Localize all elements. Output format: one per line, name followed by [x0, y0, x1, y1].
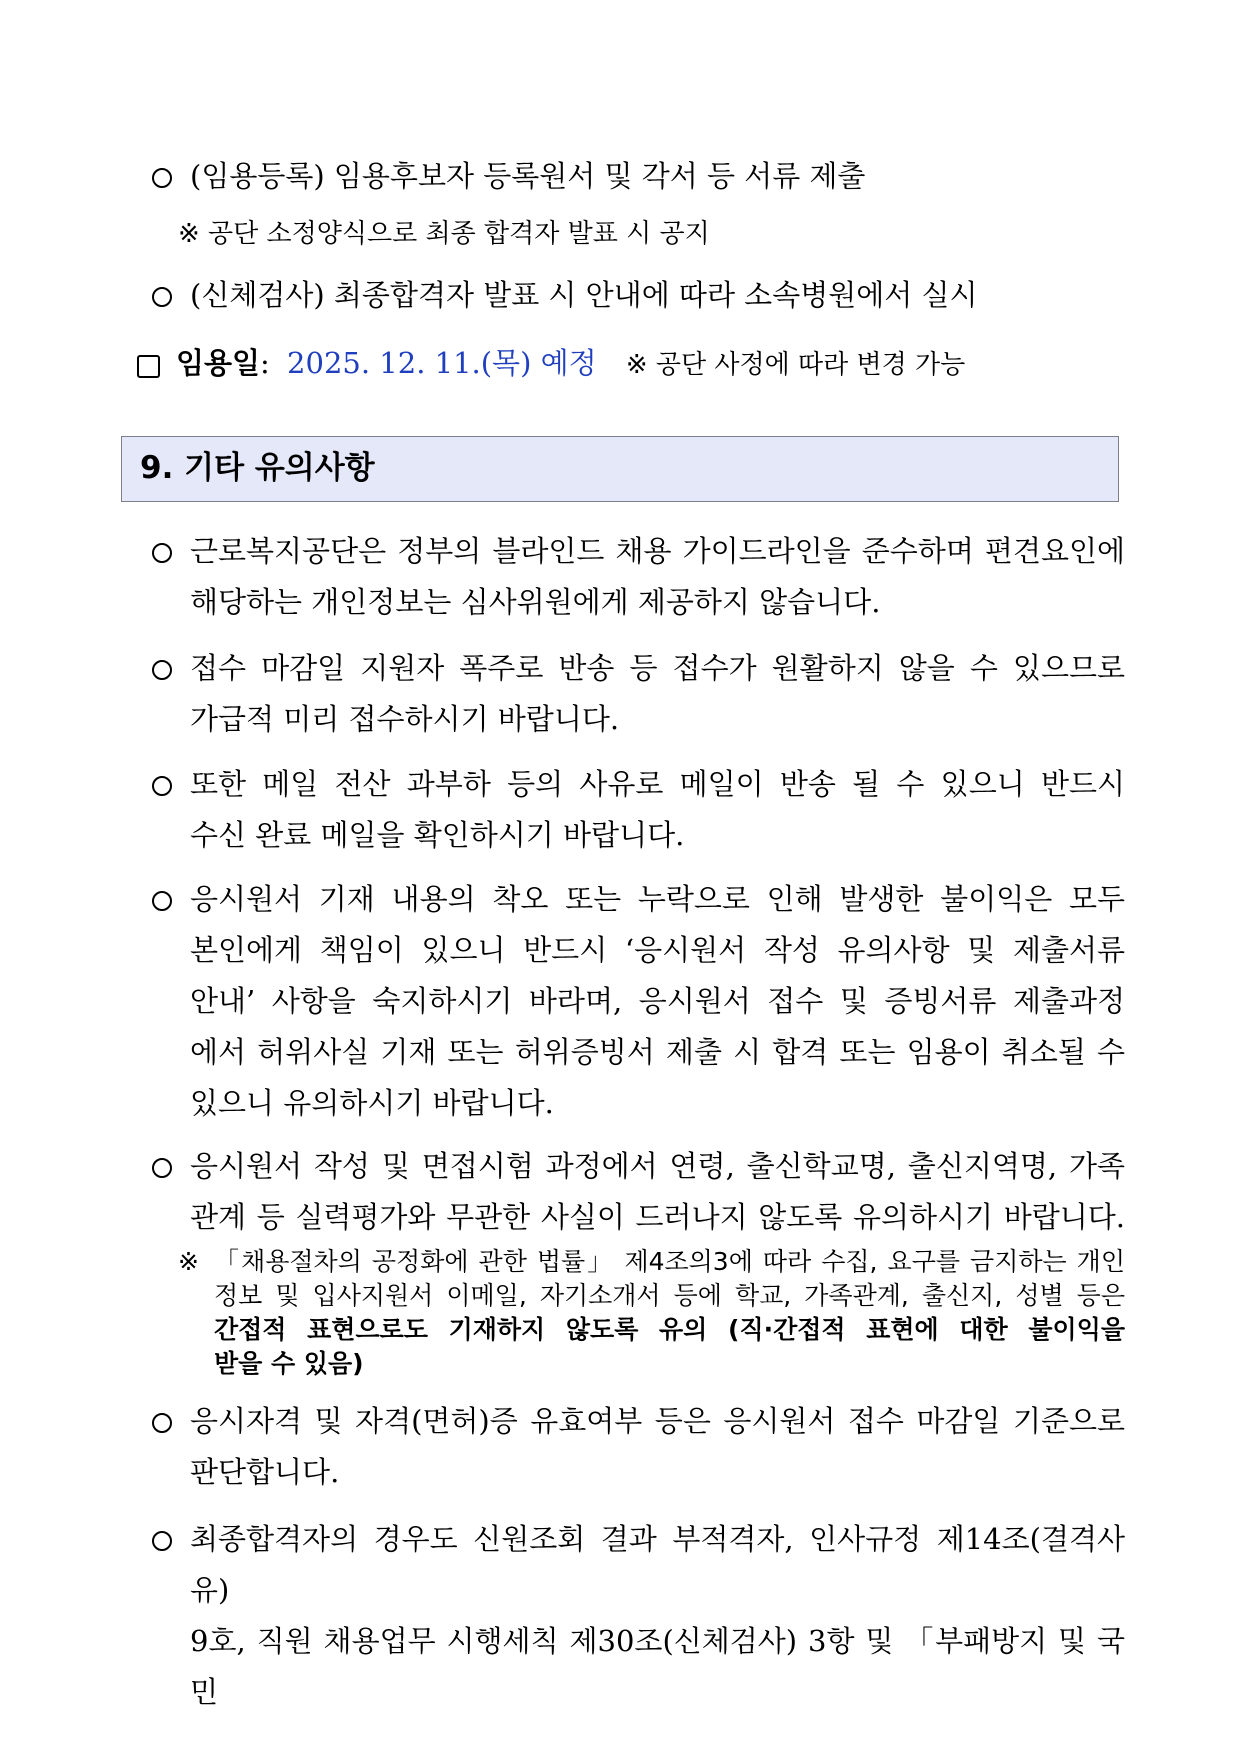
appointment-colon: : [260, 346, 270, 380]
section-title: 9. 기타 유의사항 [140, 450, 375, 486]
list-item [190, 759, 1125, 861]
law-note-bold-line: 간접적 표현으로도 기재하지 않도록 유의 (직·간접적 표현에 대한 불이익을 [214, 1315, 1125, 1344]
law-note-bold-line: 받을 수 있음) [214, 1349, 364, 1378]
list-item-line: 최종합격자의 경우도 신원조회 결과 부적격자, 인사규정 제14조(결격사유) [190, 1522, 1125, 1607]
list-item-line: 가급적 미리 접수하시기 바랍니다. [190, 702, 620, 736]
circle-bullet-icon [152, 891, 172, 911]
list-item-line: 응시원서 기재 내용의 착오 또는 누락으로 인해 발생한 불이익은 모두 [190, 882, 1125, 916]
list-item-line: 응시자격 및 자격(면허)증 유효여부 등은 응시원서 접수 마감일 기준으로 [190, 1404, 1125, 1438]
list-item-line: 관계 등 실력평가와 무관한 사실이 드러나지 않도록 유의하시기 바랍니다. [190, 1200, 1125, 1234]
list-item-line: 있으니 유의하시기 바랍니다. [190, 1086, 554, 1120]
top-item-line: (임용등록) 임용후보자 등록원서 및 각서 등 서류 제출 [190, 159, 866, 193]
circle-bullet-icon [152, 543, 172, 563]
list-item-line: 안내’ 사항을 숙지하시기 바라며, 응시원서 접수 및 증빙서류 제출과정 [190, 984, 1125, 1018]
circle-bullet-icon [152, 1158, 172, 1178]
list-item-line: 판단합니다. [190, 1455, 340, 1489]
top-item-registration [190, 151, 1125, 202]
list-item-line: 에서 허위사실 기재 또는 허위증빙서 제출 시 합격 또는 임용이 취소될 수 [190, 1035, 1125, 1069]
list-item-line: 응시원서 작성 및 면접시험 과정에서 연령, 출신학교명, 출신지역명, 가족 [190, 1149, 1125, 1183]
list-item [190, 1396, 1125, 1498]
list-item [190, 1141, 1125, 1243]
list-item-line: 수신 완료 메일을 확인하시기 바랍니다. [190, 818, 685, 852]
square-bullet-icon [137, 355, 160, 378]
top-note: ※ 공단 소정양식으로 최종 합격자 발표 시 공지 [178, 219, 710, 249]
law-note-body [214, 1245, 1125, 1381]
circle-bullet-icon [152, 776, 172, 796]
circle-bullet-icon [152, 660, 172, 680]
list-item-line: 근로복지공단은 정부의 블라인드 채용 가이드라인을 준수하며 편견요인에 [190, 534, 1125, 568]
circle-bullet-icon [152, 1413, 172, 1433]
list-item-line: 또한 메일 전산 과부하 등의 사유로 메일이 반송 될 수 있으니 반드시 [190, 767, 1125, 801]
appointment-date-row [176, 340, 965, 388]
top-item-medical-check [190, 270, 1125, 321]
circle-bullet-icon [152, 1531, 172, 1551]
top-item-line: (신체검사) 최종합격자 발표 시 안내에 따라 소속병원에서 실시 [190, 278, 978, 312]
list-item-line: 9호, 직원 채용업무 시행세칙 제30조(신체검사) 3항 및 「부패방지 및 국민 [190, 1624, 1125, 1709]
list-item [190, 643, 1125, 745]
list-item [190, 526, 1125, 628]
list-item-line: 해당하는 개인정보는 심사위원에게 제공하지 않습니다. [190, 585, 881, 619]
list-item [190, 874, 1125, 1129]
reference-mark-icon: ※ [178, 1247, 199, 1276]
appointment-label: 임용일 [176, 346, 261, 380]
appointment-date: 2025. 12. 11.(목) 예정 [287, 346, 597, 380]
circle-bullet-icon [152, 168, 172, 188]
appointment-note: ※ 공단 사정에 따라 변경 가능 [625, 350, 966, 380]
law-note [178, 1245, 1125, 1385]
circle-bullet-icon [152, 287, 172, 307]
law-note-line: 정보 및 입사지원서 이메일, 자기소개서 등에 학교, 가족관계, 출신지, 성별 등은 [214, 1281, 1125, 1310]
list-item [190, 1514, 1125, 1718]
law-note-line: 「채용절차의 공정화에 관한 법률」 제4조의3에 따라 수집, 요구를 금지하는 개인 [214, 1247, 1125, 1276]
list-item-line: 접수 마감일 지원자 폭주로 반송 등 접수가 원활하지 않을 수 있으므로 [190, 651, 1125, 685]
list-item-line: 본인에게 책임이 있으니 반드시 ‘응시원서 작성 유의사항 및 제출서류 [190, 933, 1125, 967]
